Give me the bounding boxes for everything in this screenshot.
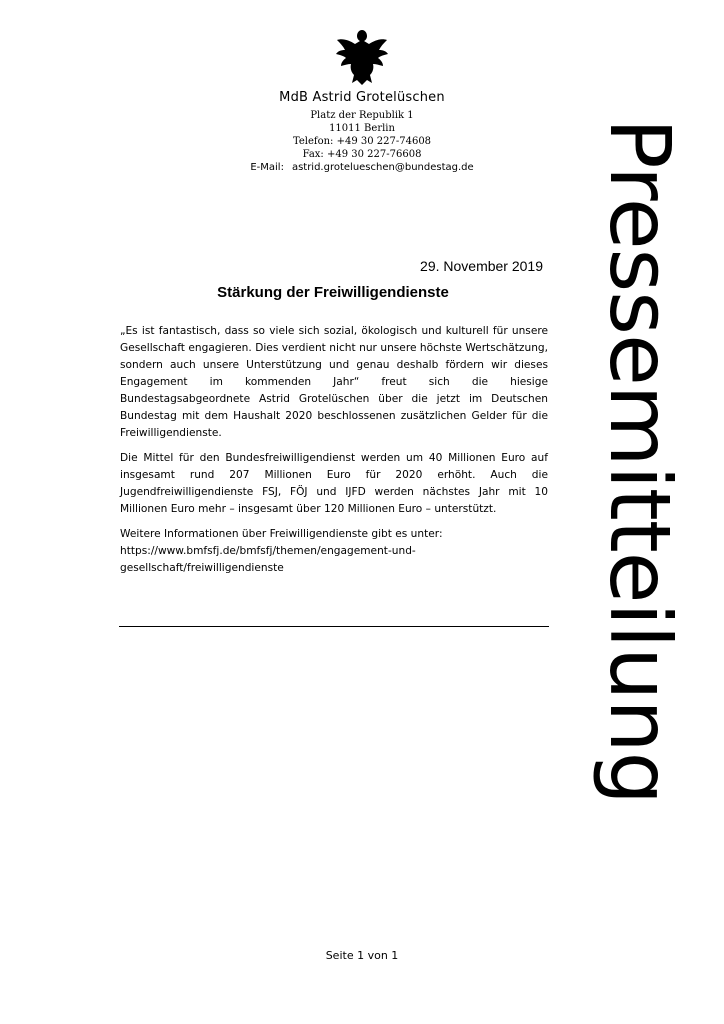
- side-title: Pressemitteilung: [591, 118, 689, 804]
- more-info-text: Weitere Informationen über Freiwilligendienste gibt es unter:: [120, 528, 443, 540]
- sender-street: Platz der Republik 1: [310, 110, 414, 121]
- more-info-link[interactable]: https://www.bmfsfj.de/bmfsfj/themen/engagement-und-gesellschaft/freiwilligendienste: [120, 545, 416, 574]
- sender-phone: Telefon: +49 30 227-74608: [292, 136, 432, 147]
- separator-line: [119, 626, 549, 627]
- body-text: [120, 323, 548, 585]
- paragraph-more-info: [120, 526, 548, 577]
- release-date: 29. November 2019: [420, 258, 543, 274]
- headline: Stärkung der Freiwilligendienste: [217, 284, 449, 301]
- sender-email[interactable]: astrid.grotelueschen@bundestag.de: [291, 162, 474, 173]
- email-label: E-Mail:: [250, 162, 284, 173]
- page-number: Seite 1 von 1: [325, 949, 399, 962]
- sender-name: MdB Astrid Grotelüschen: [279, 90, 445, 105]
- paragraph-funding: Die Mittel für den Bundesfreiwilligendienst werden um 40 Millionen Euro auf insgesamt rund 207 Millionen Euro für 2020 erhöht. Auch die Jugendfreiwilligendienste FSJ, FÖJ und IJFD werden nächstes Jahr mit 10 Millionen Euro mehr – insgesamt über 120 Millionen Euro – unterstützt.: [120, 452, 548, 515]
- sender-city: 11011 Berlin: [329, 123, 395, 134]
- sender-fax: Fax: +49 30 227-76608: [302, 149, 422, 160]
- paragraph-quote: „Es ist fantastisch, dass so viele sich sozial, ökologisch und kulturell für unsere Gesellschaft engagieren. Dies verdient nicht nur unsere höchste Wertschätzung, sondern auch unsere Unterstützung und genau deshalb fördern wir dieses Engagement im kommenden Jahr“ freut sich die hiesige Bundestagsabgeordnete Astrid Grotelüschen über die jetzt im Deutschen Bundestag mit dem Haushalt 2020 beschlossenen zusätzlichen Gelder für die Freiwilligendienste.: [120, 325, 548, 439]
- federal-eagle-icon: [335, 28, 389, 86]
- side-title-container: [570, 118, 690, 858]
